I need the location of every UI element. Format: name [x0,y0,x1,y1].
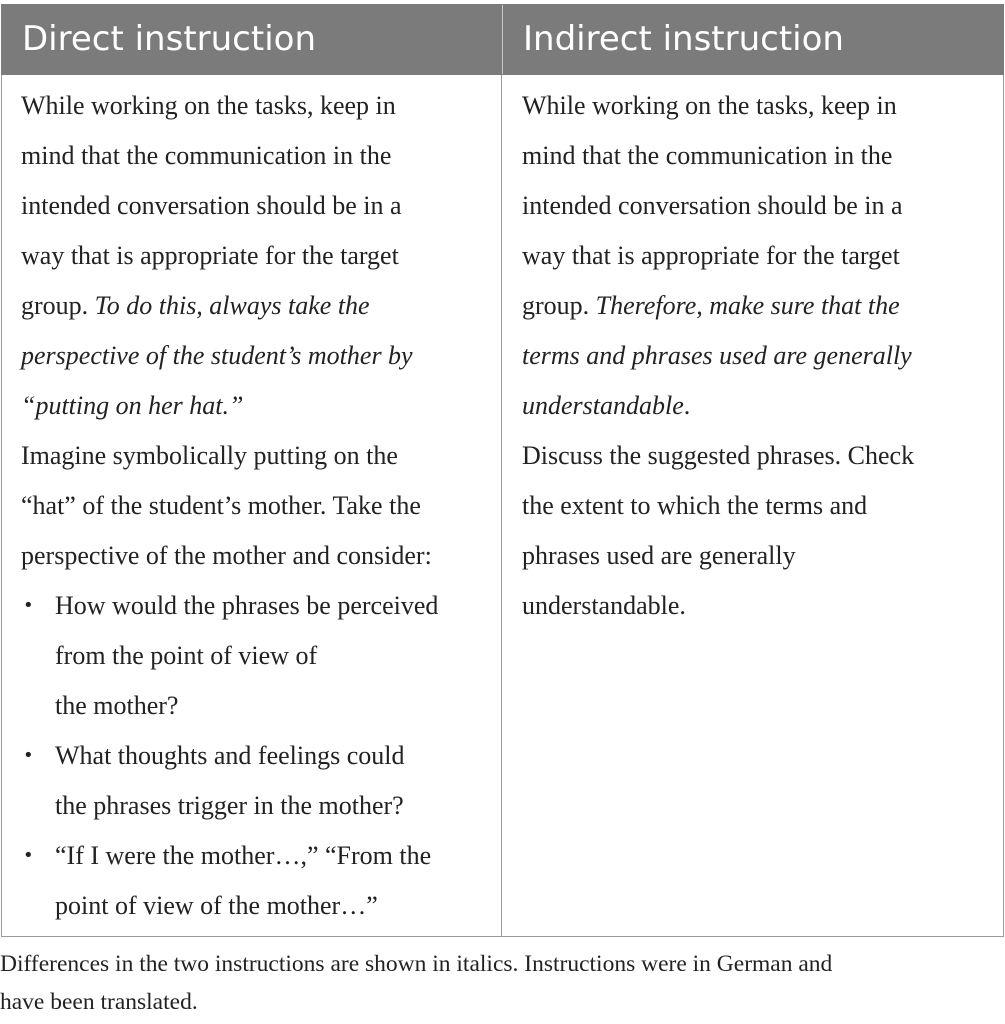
group-prefix: group. [21,291,95,320]
bullet-text: What thoughts and feelings could [55,741,405,770]
text-line: way that is appropriate for the target [21,241,399,270]
text-line: While working on the tasks, keep in [522,91,897,120]
bullet-dot-icon: • [23,845,34,866]
italic-difference-text: To do this, always take the [94,291,370,320]
direct-instruction-cell [2,75,502,936]
list-item [21,581,487,731]
italic-difference-text: terms and phrases used are generally [522,341,912,370]
italic-difference-text: understandable [522,391,684,420]
text-line: mind that the communication in the [21,141,392,170]
bullet-text: the mother? [55,691,179,720]
footnote-line: have been translated. [0,989,198,1015]
list-item [21,731,487,831]
table-row [1,75,1004,937]
italic-difference-text: Therefore, make sure that the [595,291,900,320]
text-line: Discuss the suggested phrases. Check [522,441,915,470]
instructions-table [1,4,1004,937]
bullet-dot-icon: • [23,745,34,766]
text-line: mind that the communication in the [522,141,893,170]
footnote-line: Differences in the two instructions are shown in italics. Instructions were in German and [0,951,833,977]
bullet-text: How would the phrases be perceived [55,591,439,620]
text-line: understandable. [522,591,686,620]
indirect-instruction-cell [502,75,1003,936]
text-line: the extent to which the terms and [522,491,868,520]
text-line: intended conversation should be in a [522,191,903,220]
list-item [21,831,487,931]
text-line: While working on the tasks, keep in [21,91,396,120]
bullet-text: from the point of view of [55,641,318,670]
text-line [522,281,989,331]
italic-difference-text: perspective of the student’s mother by [21,341,413,370]
bullet-dot-icon: • [23,595,34,616]
text-line [21,281,487,331]
bullet-text: the phrases trigger in the mother? [55,791,404,820]
table-footnote [0,945,1000,1021]
table-header-row [1,4,1004,75]
text-line: perspective of the mother and consider: [21,541,432,570]
header-indirect-instruction: Indirect instruction [523,19,844,59]
text-line: “hat” of the student’s mother. Take the [21,491,421,520]
italic-difference-text: “putting on her hat.” [21,391,244,420]
text-line: intended conversation should be in a [21,191,402,220]
text-line: phrases used are generally [522,541,796,570]
bullet-text: “If I were the mother…,” “From the [55,841,432,870]
bullet-text: point of view of the mother…” [55,891,378,920]
consider-bullet-list [21,581,487,931]
header-direct-instruction: Direct instruction [2,5,503,74]
text-line: Imagine symbolically putting on the [21,441,398,470]
end-punctuation: . [683,391,691,420]
text-line: way that is appropriate for the target [522,241,900,270]
text-line [522,381,989,431]
group-prefix: group. [522,291,596,320]
